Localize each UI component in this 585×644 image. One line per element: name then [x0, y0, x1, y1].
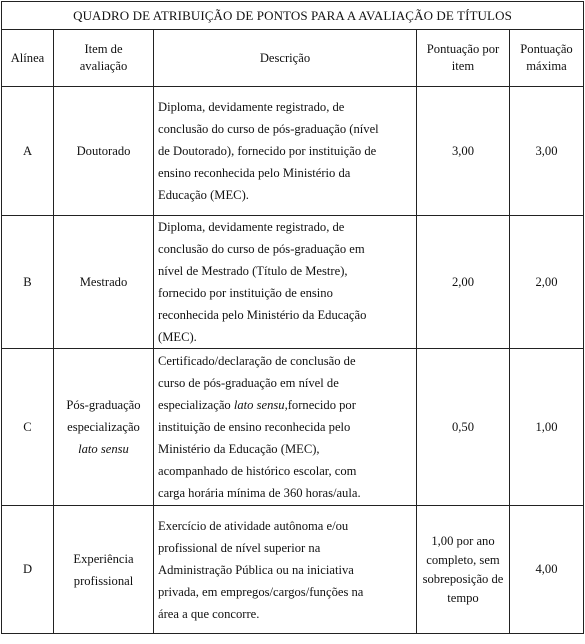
header-pontuacao-item [417, 30, 510, 87]
header-descricao [154, 30, 417, 87]
item-line: profissional [73, 573, 134, 588]
desc-line: conclusão do curso de pós-graduação em [158, 242, 365, 256]
desc-line: (MEC). [158, 330, 197, 344]
desc-line: Certificado/declaração de conclusão de [158, 354, 356, 368]
desc-text: fornecido por [287, 398, 356, 412]
header-item [54, 30, 154, 87]
row-descricao [154, 349, 417, 506]
row-item: Doutorado [54, 87, 154, 216]
item-line-italic: lato sensu [78, 442, 129, 456]
header-pont-item-line1: Pontuação por [426, 42, 500, 56]
header-alinea [2, 30, 54, 87]
desc-line: ensino reconhecida pelo Ministério da [158, 166, 351, 180]
header-pont-item-line2: item [451, 59, 475, 73]
header-descricao-label: Descrição [259, 50, 311, 65]
row-pontuacao-maxima: 1,00 [510, 349, 584, 506]
table-row [2, 87, 584, 216]
desc-text-italic: lato sensu, [233, 398, 288, 412]
desc-line: Ministério da Educação (MEC), [158, 442, 320, 456]
desc-line: conclusão do curso de pós-graduação (nível [158, 122, 379, 136]
row-item [54, 349, 154, 506]
desc-line: área a que concorre. [158, 606, 260, 621]
header-item-line1: Item de [84, 42, 123, 56]
item-line: Experiência [73, 551, 134, 566]
desc-line: Educação (MEC). [158, 188, 249, 202]
row-pontuacao-item: 2,00 [417, 216, 510, 349]
row-pontuacao-item: 0,50 [417, 349, 510, 506]
desc-line: Exercício de atividade autônoma e/ou [158, 518, 349, 533]
desc-line: acompanhado de histórico escolar, com [158, 464, 357, 478]
pont-line: 1,00 por ano [431, 533, 495, 548]
desc-line: carga horária mínima de 360 horas/aula. [158, 486, 361, 500]
row-pontuacao-item [417, 506, 510, 634]
desc-line: instituição de ensino reconhecida pelo [158, 420, 351, 434]
row-pontuacao-maxima: 4,00 [510, 506, 584, 634]
row-alinea: C [2, 349, 54, 506]
desc-text: especialização [158, 398, 234, 412]
item-line: especialização [67, 420, 140, 434]
row-alinea: D [2, 506, 54, 634]
desc-line: reconhecida pelo Ministério da Educação [158, 308, 367, 322]
header-pontuacao-maxima [510, 30, 584, 87]
header-item-line2: avaliação [79, 59, 128, 73]
pont-line: completo, sem [426, 552, 500, 567]
table-header-row [2, 30, 584, 87]
desc-line: Administração Pública ou na iniciativa [158, 562, 354, 577]
row-alinea: A [2, 87, 54, 216]
desc-line: fornecido por instituição de ensino [158, 286, 333, 300]
desc-line: profissional de nível superior na [158, 540, 321, 555]
points-table [1, 1, 584, 634]
desc-line: Diploma, devidamente registrado, de [158, 220, 345, 234]
header-pont-max-line2: máxima [526, 59, 567, 73]
pont-line: sobreposição de [422, 571, 504, 586]
item-line: Pós-graduação [66, 398, 141, 412]
desc-line: nível de Mestrado (Título de Mestre), [158, 264, 348, 278]
table-row [2, 506, 584, 634]
row-pontuacao-item: 3,00 [417, 87, 510, 216]
row-descricao [154, 216, 417, 349]
desc-line: Diploma, devidamente registrado, de [158, 100, 345, 114]
desc-line: privada, em empregos/cargos/funções na [158, 584, 364, 599]
desc-line: de Doutorado), fornecido por instituição de [158, 144, 377, 158]
row-descricao [154, 87, 417, 216]
row-descricao [154, 506, 417, 634]
row-alinea: B [2, 216, 54, 349]
header-pont-max-line1: Pontuação [520, 42, 573, 56]
table-row [2, 216, 584, 349]
table-title-row [2, 2, 584, 30]
desc-line [158, 394, 412, 416]
table-title: QUADRO DE ATRIBUIÇÃO DE PONTOS PARA A AVALIAÇÃO DE TÍTULOS [2, 2, 584, 30]
row-pontuacao-maxima: 2,00 [510, 216, 584, 349]
row-pontuacao-maxima: 3,00 [510, 87, 584, 216]
table-row [2, 349, 584, 506]
desc-line: curso de pós-graduação em nível de [158, 376, 339, 390]
pont-line: tempo [447, 590, 479, 605]
header-alinea-label: Alínea [10, 50, 45, 65]
row-item [54, 506, 154, 634]
row-item: Mestrado [54, 216, 154, 349]
